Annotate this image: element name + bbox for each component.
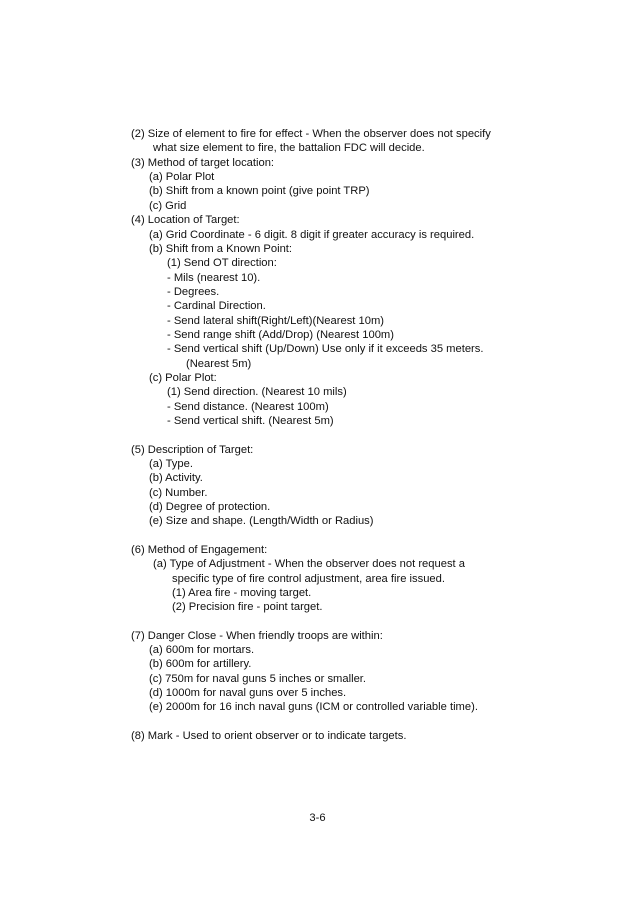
text-line: (e) Size and shape. (Length/Width or Radius) <box>149 515 374 527</box>
page-number: 3-6 <box>309 812 326 824</box>
text-line: - Send vertical shift (Up/Down) Use only if it exceeds 35 meters. <box>167 343 484 355</box>
text-line: (d) Degree of protection. <box>149 501 271 513</box>
text-line: (d) 1000m for naval guns over 5 inches. <box>149 687 347 699</box>
text-line: (c) Polar Plot: <box>149 372 217 384</box>
text-line: (b) Activity. <box>149 472 203 484</box>
text-line: (c) Number. <box>149 487 208 499</box>
text-line: (a) Polar Plot <box>149 171 215 183</box>
text-line: (b) 600m for artillery. <box>149 658 252 670</box>
text-line: specific type of fire control adjustment, area fire issued. <box>172 573 445 585</box>
text-line: (b) Shift from a Known Point: <box>149 243 293 255</box>
text-line: (a) Type of Adjustment - When the observer does not request a <box>153 558 465 570</box>
text-line: (a) Grid Coordinate - 6 digit. 8 digit if greater accuracy is required. <box>149 229 475 241</box>
text-line: (a) 600m for mortars. <box>149 644 255 656</box>
text-line: (c) Grid <box>149 200 187 212</box>
text-line: - Send lateral shift(Right/Left)(Nearest 10m) <box>167 315 384 327</box>
text-line: (2) Precision fire - point target. <box>172 601 323 613</box>
text-line: (4) Location of Target: <box>131 214 240 226</box>
text-line: what size element to fire, the battalion FDC will decide. <box>153 142 425 154</box>
text-line: (1) Send direction. (Nearest 10 mils) <box>167 386 347 398</box>
text-line: - Mils (nearest 10). <box>167 272 261 284</box>
text-line: (a) Type. <box>149 458 193 470</box>
text-line: - Degrees. <box>167 286 220 298</box>
text-line: (b) Shift from a known point (give point TRP) <box>149 185 370 197</box>
text-line: (1) Send OT direction: <box>167 257 277 269</box>
text-line: (6) Method of Engagement: <box>131 544 268 556</box>
text-line: (5) Description of Target: <box>131 444 254 456</box>
text-line: (8) Mark - Used to orient observer or to indicate targets. <box>131 730 407 742</box>
text-line: - Send distance. (Nearest 100m) <box>167 401 329 413</box>
text-line: (1) Area fire - moving target. <box>172 587 312 599</box>
text-line: (c) 750m for naval guns 5 inches or smaller. <box>149 673 367 685</box>
text-line: (3) Method of target location: <box>131 157 275 169</box>
text-line: - Cardinal Direction. <box>167 300 266 312</box>
text-line: (e) 2000m for 16 inch naval guns (ICM or controlled variable time). <box>149 701 478 713</box>
text-line: (2) Size of element to fire for effect - When the observer does not specify <box>131 128 491 140</box>
text-line: (Nearest 5m) <box>186 358 252 370</box>
text-line: - Send vertical shift. (Nearest 5m) <box>167 415 334 427</box>
text-line: - Send range shift (Add/Drop) (Nearest 100m) <box>167 329 394 341</box>
text-line: (7) Danger Close - When friendly troops are within: <box>131 630 383 642</box>
